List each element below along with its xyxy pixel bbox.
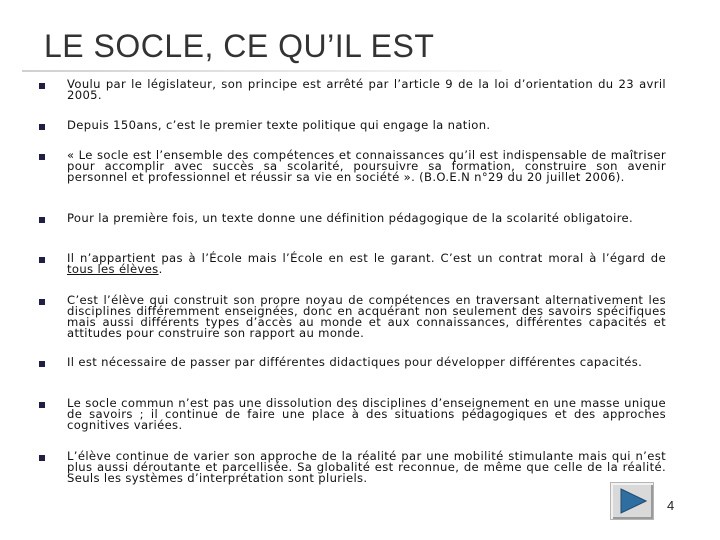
- square-bullet-icon: [39, 299, 45, 305]
- bullet-text: L’élève continue de varier son approche de la réalité par une mobilité stimulante mais qui n’est plus aussi déroutante et parcellisée. Sa globalité est reconnue, de même que celle de la réalité. Seuls les systèmes d’interprétation sont pluriels.: [67, 449, 666, 485]
- square-bullet-icon: [39, 83, 45, 89]
- square-bullet-icon: [39, 124, 45, 130]
- bullet-text: Voulu par le législateur, son principe est arrêté par l’article 9 de la loi d’orientation du 23 avril 2005.: [67, 77, 666, 102]
- slide-title: LE SOCLE, CE QU’IL EST: [44, 28, 435, 64]
- square-bullet-icon: [39, 402, 45, 408]
- bullet-text: C’est l’élève qui construit son propre noyau de compétences en traversant alternativement les disciplines différemment enseignées, donc en acquérant non seulement des savoirs spécifiques mais aussi différents types d’accès au monde et aux connaissances, différentes capacités et attitudes pour construire son rapport au monde.: [67, 293, 666, 340]
- bullet-text: Le socle commun n’est pas une dissolution des disciplines d’enseignement en une masse unique de savoirs ; il continue de faire une place à des situations pédagogiques et des approches cognitives variées.: [67, 396, 666, 432]
- page-number: 4: [667, 498, 675, 513]
- bullet-text-part: .: [158, 262, 163, 276]
- bullet-text: Depuis 150ans, c’est le premier texte politique qui engage la nation.: [67, 118, 491, 132]
- underlined-phrase: tous les élèves: [67, 262, 159, 276]
- square-bullet-icon: [39, 257, 45, 263]
- square-bullet-icon: [39, 361, 45, 367]
- bullet-text: Il est nécessaire de passer par différentes didactiques pour développer différentes capacités.: [67, 355, 643, 369]
- square-bullet-icon: [39, 217, 45, 223]
- square-bullet-icon: [39, 154, 45, 160]
- next-slide-button[interactable]: [610, 482, 654, 520]
- bullet-text: Pour la première fois, un texte donne une définition pédagogique de la scolarité obligatoire.: [67, 211, 634, 225]
- bullet-text: [67, 253, 666, 275]
- play-next-icon: [619, 488, 647, 514]
- bullet-text: « Le socle est l’ensemble des compétences et connaissances qu’il est indispensable de maîtriser pour accomplir avec succès sa scolarité, poursuivre sa formation, construire son avenir personnel et professionnel et réussir sa vie en société ». (B.O.E.N n°29 du 20 juillet 2006).: [67, 148, 666, 184]
- bullet-text-part: Il n’appartient pas à l’École mais l’École en est le garant. C’est un contrat moral à l’égard de: [67, 251, 666, 265]
- square-bullet-icon: [39, 455, 45, 461]
